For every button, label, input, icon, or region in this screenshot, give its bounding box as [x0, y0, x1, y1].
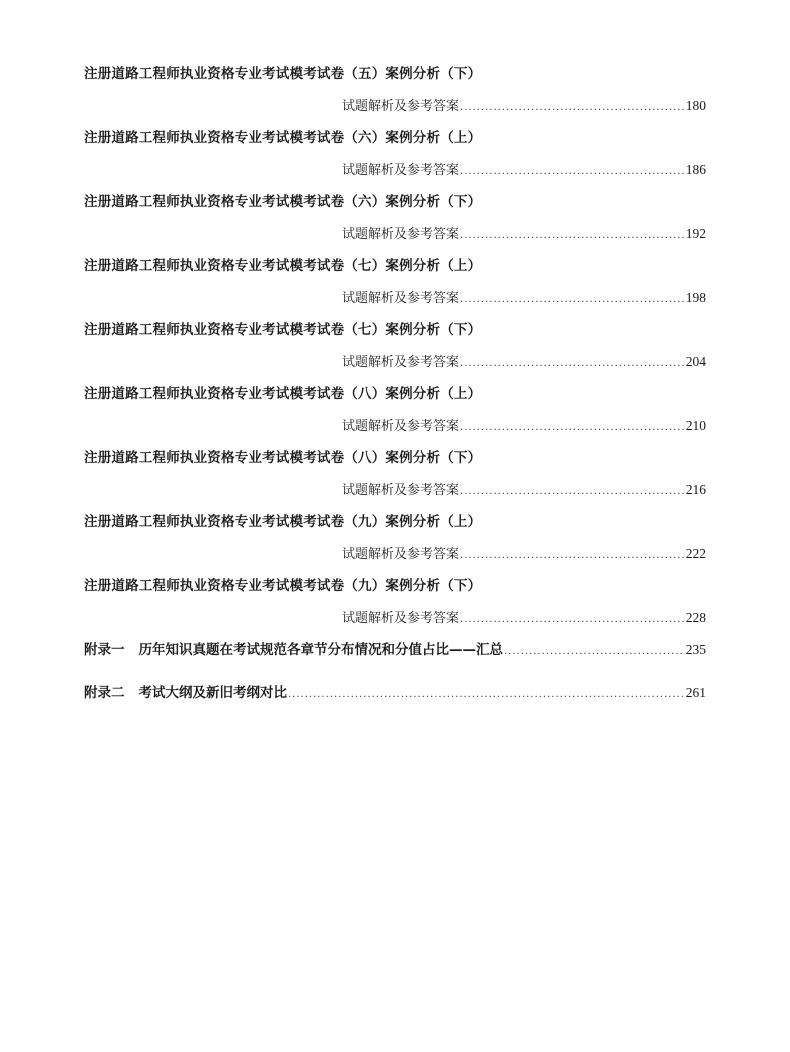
- toc-section: [84, 122, 706, 186]
- dot-leader: [288, 679, 685, 711]
- page-number: 235: [685, 642, 706, 657]
- entry-label: 试题解析及参考答案: [342, 611, 460, 626]
- dot-leader: [460, 284, 685, 316]
- toc-entry[interactable]: [342, 538, 706, 570]
- page-number: 204: [685, 354, 706, 369]
- page-number: 186: [685, 162, 706, 177]
- appendix-label: 历年知识真题在考试规范各章节分布情况和分值占比——汇总: [138, 642, 503, 658]
- section-title[interactable]: 注册道路工程师执业资格专业考试模考试卷（六）案例分析（上）: [84, 130, 482, 146]
- entry-label: 试题解析及参考答案: [342, 355, 460, 370]
- toc-section: [84, 186, 706, 250]
- dot-leader: [504, 636, 685, 668]
- toc-section: [84, 58, 706, 122]
- entry-label: 试题解析及参考答案: [342, 99, 460, 114]
- dot-leader: [460, 156, 685, 188]
- page-number: 192: [685, 226, 706, 241]
- section-title[interactable]: 注册道路工程师执业资格专业考试模考试卷（七）案例分析（上）: [84, 258, 482, 274]
- section-title[interactable]: 注册道路工程师执业资格专业考试模考试卷（六）案例分析（下）: [84, 194, 482, 210]
- dot-leader: [460, 604, 685, 636]
- entry-label: 试题解析及参考答案: [342, 227, 460, 242]
- appendix-prefix: 附录一: [84, 642, 125, 658]
- page-number: 198: [685, 290, 706, 305]
- toc-entry[interactable]: [342, 410, 706, 442]
- page-number: 228: [685, 610, 706, 625]
- section-title[interactable]: 注册道路工程师执业资格专业考试模考试卷（九）案例分析（下）: [84, 578, 482, 594]
- toc-entry[interactable]: [342, 602, 706, 634]
- section-title[interactable]: 注册道路工程师执业资格专业考试模考试卷（八）案例分析（上）: [84, 386, 482, 402]
- section-title[interactable]: 注册道路工程师执业资格专业考试模考试卷（七）案例分析（下）: [84, 322, 482, 338]
- appendix-prefix: 附录二: [84, 685, 125, 701]
- table-of-contents: [84, 58, 706, 709]
- entry-label: 试题解析及参考答案: [342, 291, 460, 306]
- page-number: 222: [685, 546, 706, 561]
- page-number: 261: [685, 685, 706, 700]
- dot-leader: [460, 412, 685, 444]
- toc-section: [84, 570, 706, 634]
- toc-entry[interactable]: [342, 282, 706, 314]
- toc-section: [84, 506, 706, 570]
- appendix-entry-2[interactable]: [84, 677, 706, 709]
- section-title[interactable]: 注册道路工程师执业资格专业考试模考试卷（八）案例分析（下）: [84, 450, 482, 466]
- toc-entry[interactable]: [342, 154, 706, 186]
- toc-section: [84, 378, 706, 442]
- dot-leader: [460, 92, 685, 124]
- appendix-label: 考试大纲及新旧考纲对比: [138, 685, 287, 701]
- toc-section: [84, 442, 706, 506]
- page-number: 180: [685, 98, 706, 113]
- entry-label: 试题解析及参考答案: [342, 483, 460, 498]
- toc-section: [84, 250, 706, 314]
- entry-label: 试题解析及参考答案: [342, 163, 460, 178]
- dot-leader: [460, 540, 685, 572]
- appendix-entry-1[interactable]: [84, 634, 706, 666]
- entry-label: 试题解析及参考答案: [342, 547, 460, 562]
- dot-leader: [460, 220, 685, 252]
- entry-label: 试题解析及参考答案: [342, 419, 460, 434]
- section-title[interactable]: 注册道路工程师执业资格专业考试模考试卷（五）案例分析（下）: [84, 66, 482, 82]
- section-title[interactable]: 注册道路工程师执业资格专业考试模考试卷（九）案例分析（上）: [84, 514, 482, 530]
- toc-section: [84, 314, 706, 378]
- toc-entry[interactable]: [342, 346, 706, 378]
- toc-entry[interactable]: [342, 218, 706, 250]
- dot-leader: [460, 348, 685, 380]
- toc-entry[interactable]: [342, 90, 706, 122]
- dot-leader: [460, 476, 685, 508]
- page-number: 216: [685, 482, 706, 497]
- toc-entry[interactable]: [342, 474, 706, 506]
- page-number: 210: [685, 418, 706, 433]
